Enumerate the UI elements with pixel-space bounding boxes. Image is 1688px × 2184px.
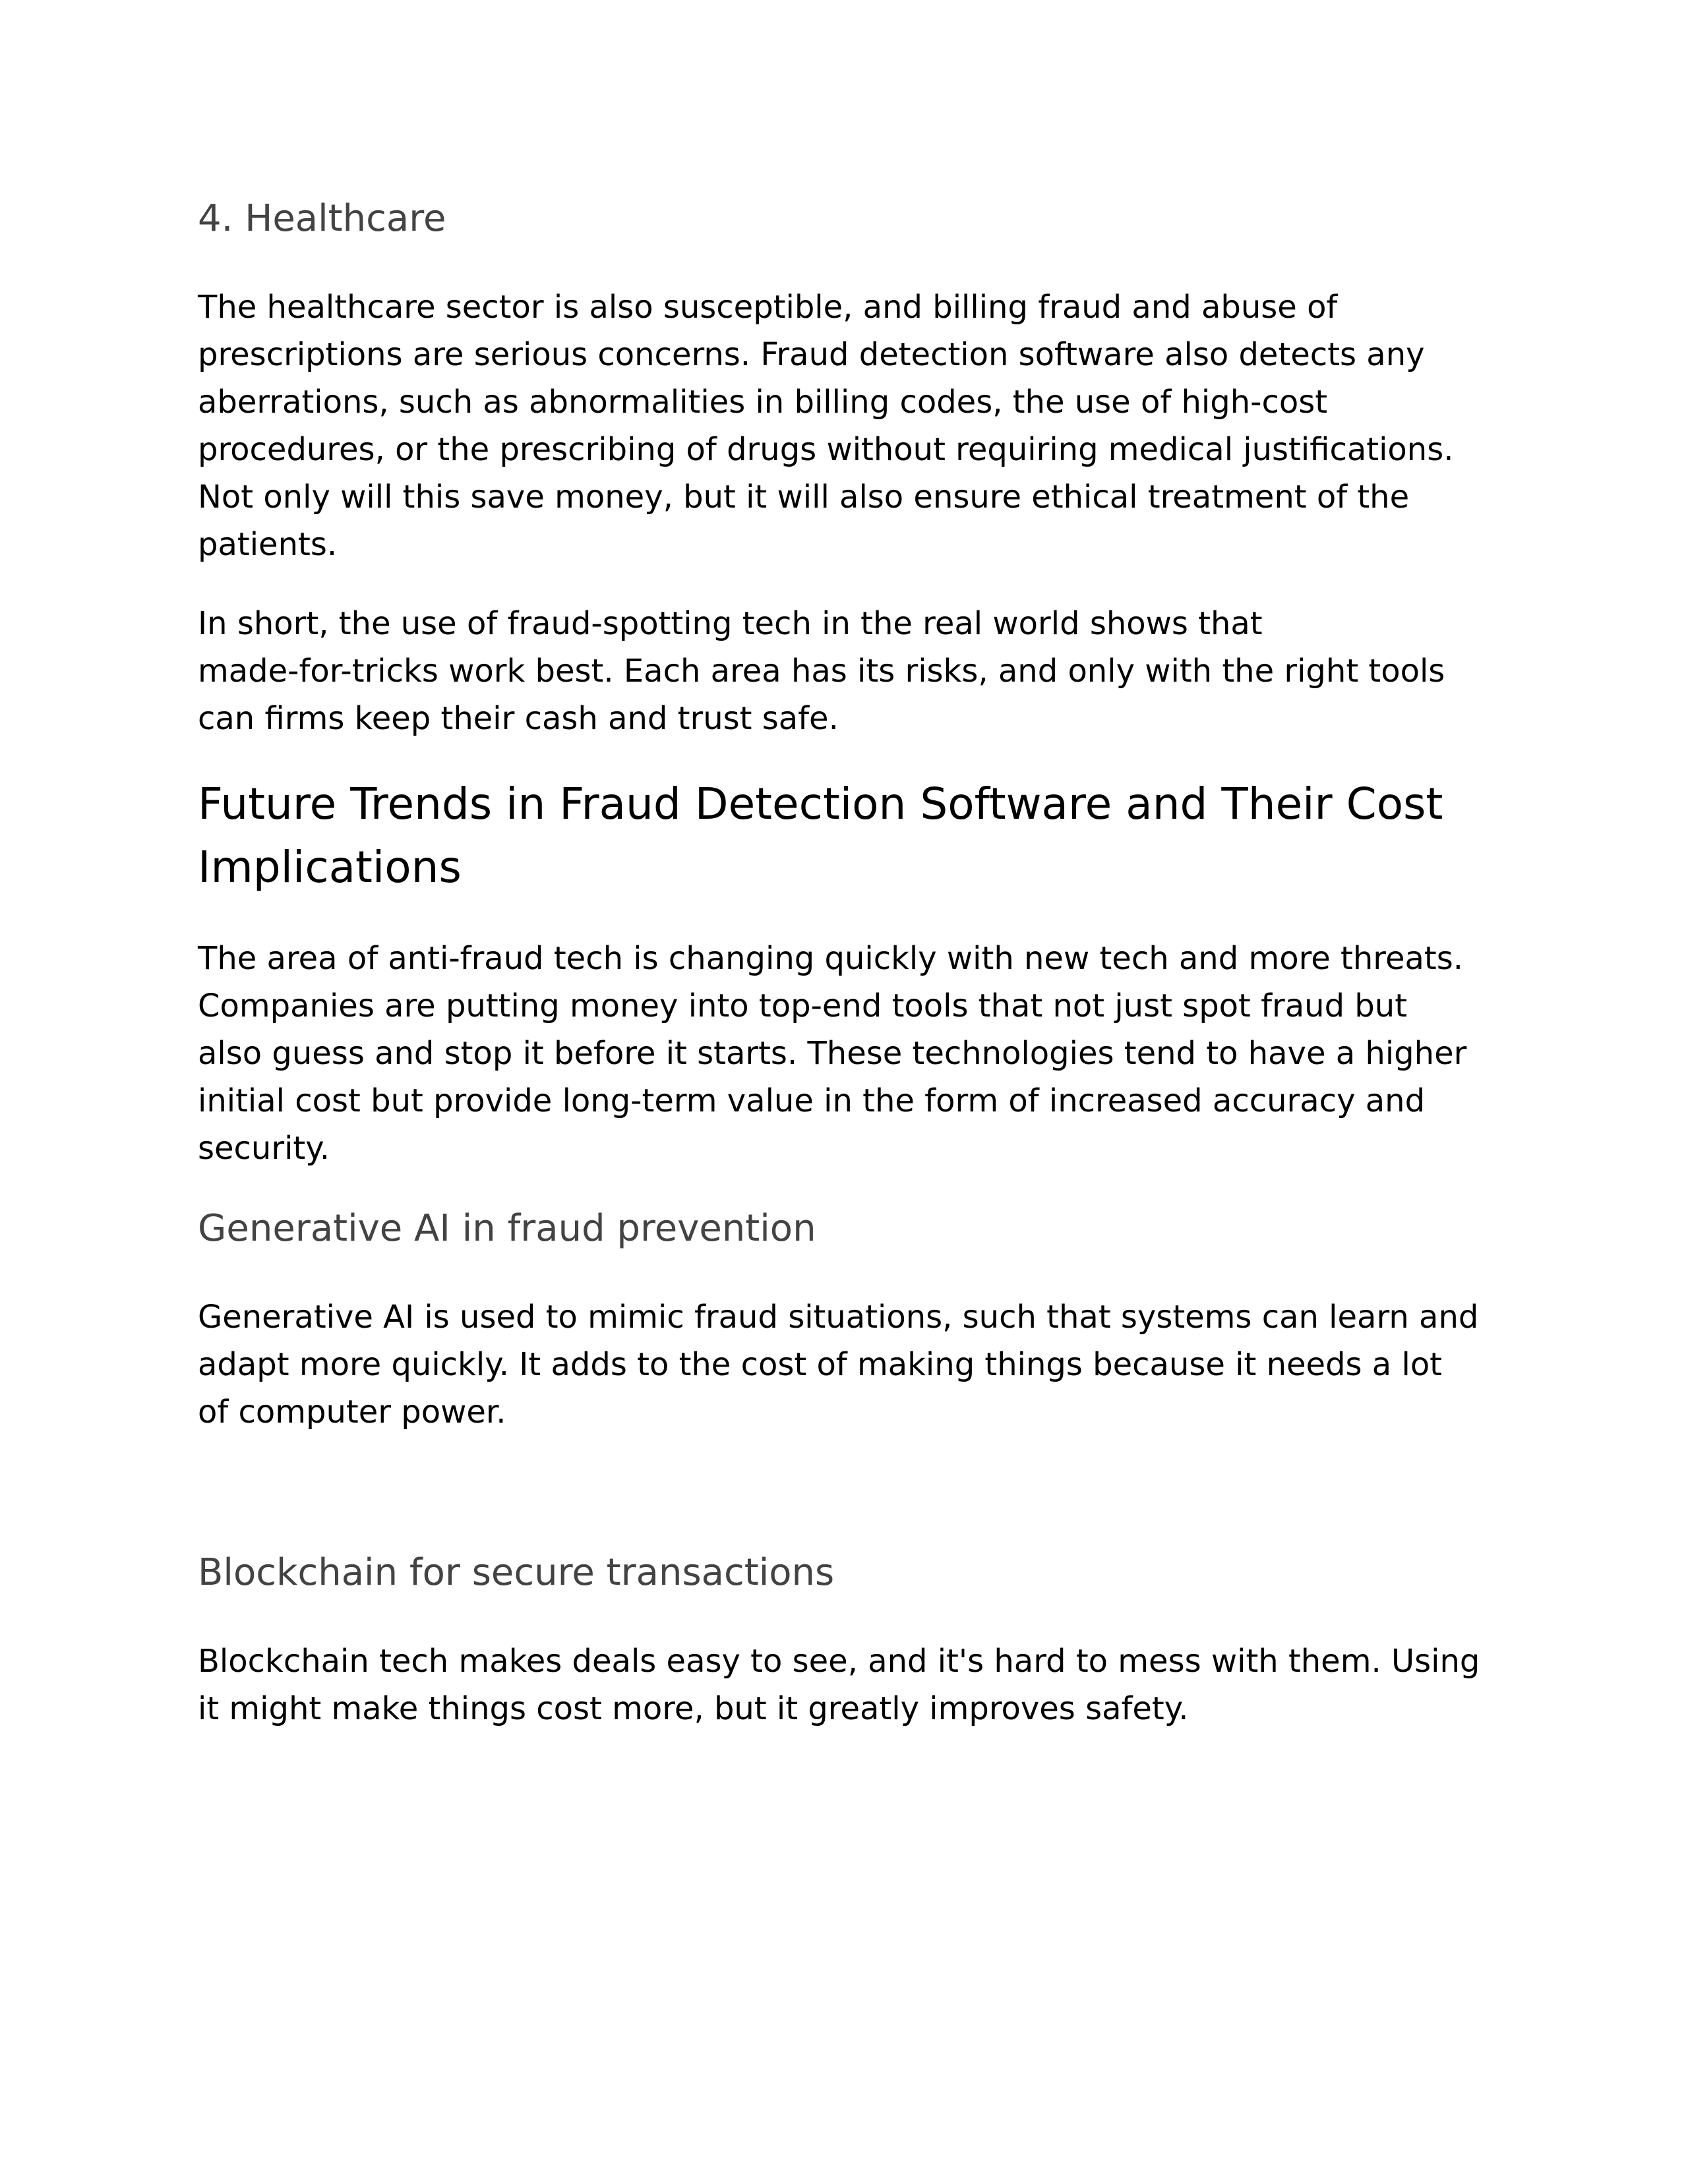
summary-paragraph bbox=[198, 600, 1445, 742]
paragraph-line: procedures, or the prescribing of drugs without requiring medical justifications. bbox=[198, 431, 1454, 468]
paragraph-line: can firms keep their cash and trust safe. bbox=[198, 700, 839, 737]
paragraph-line: Companies are putting money into top-end tools that not just spot fraud but bbox=[198, 988, 1408, 1024]
future-trends-heading bbox=[198, 773, 1443, 899]
paragraph-line: prescriptions are serious concerns. Fraud detection software also detects any bbox=[198, 336, 1425, 373]
heading-line: Future Trends in Fraud Detection Software and Their Cost bbox=[198, 779, 1443, 829]
paragraph-line: also guess and stop it before it starts. These technologies tend to have a higher bbox=[198, 1035, 1467, 1072]
paragraph-line: Generative AI is used to mimic fraud situations, such that systems can learn and bbox=[198, 1299, 1479, 1336]
healthcare-paragraph bbox=[198, 283, 1453, 568]
paragraph-line: aberrations, such as abnormalities in billing codes, the use of high-cost bbox=[198, 384, 1328, 421]
paragraph-line: Not only will this save money, but it will also ensure ethical treatment of the bbox=[198, 479, 1410, 516]
paragraph-line: In short, the use of fraud-spotting tech in the real world shows that bbox=[198, 605, 1263, 642]
paragraph-line: adapt more quickly. It adds to the cost of making things because it needs a lot bbox=[198, 1346, 1442, 1383]
paragraph-line: The healthcare sector is also susceptible, and billing fraud and abuse of bbox=[198, 289, 1338, 326]
future-trends-paragraph bbox=[198, 935, 1466, 1172]
paragraph-line: of computer power. bbox=[198, 1394, 506, 1431]
blockchain-paragraph bbox=[198, 1638, 1480, 1732]
paragraph-line: security. bbox=[198, 1130, 330, 1167]
generative-ai-heading: Generative AI in fraud prevention bbox=[198, 1207, 816, 1250]
paragraph-line: made-for-tricks work best. Each area has its risks, and only with the right tools bbox=[198, 653, 1445, 690]
paragraph-line: it might make things cost more, but it greatly improves safety. bbox=[198, 1690, 1189, 1727]
healthcare-heading: 4. Healthcare bbox=[198, 197, 446, 240]
heading-line: Implications bbox=[198, 842, 462, 893]
blockchain-heading: Blockchain for secure transactions bbox=[198, 1551, 835, 1594]
paragraph-line: The area of anti-fraud tech is changing quickly with new tech and more threats. bbox=[198, 940, 1463, 977]
generative-ai-paragraph bbox=[198, 1293, 1478, 1436]
paragraph-line: Blockchain tech makes deals easy to see, and it's hard to mess with them. Using bbox=[198, 1643, 1480, 1680]
paragraph-line: patients. bbox=[198, 526, 338, 563]
paragraph-line: initial cost but provide long-term value in the form of increased accuracy and bbox=[198, 1082, 1426, 1119]
